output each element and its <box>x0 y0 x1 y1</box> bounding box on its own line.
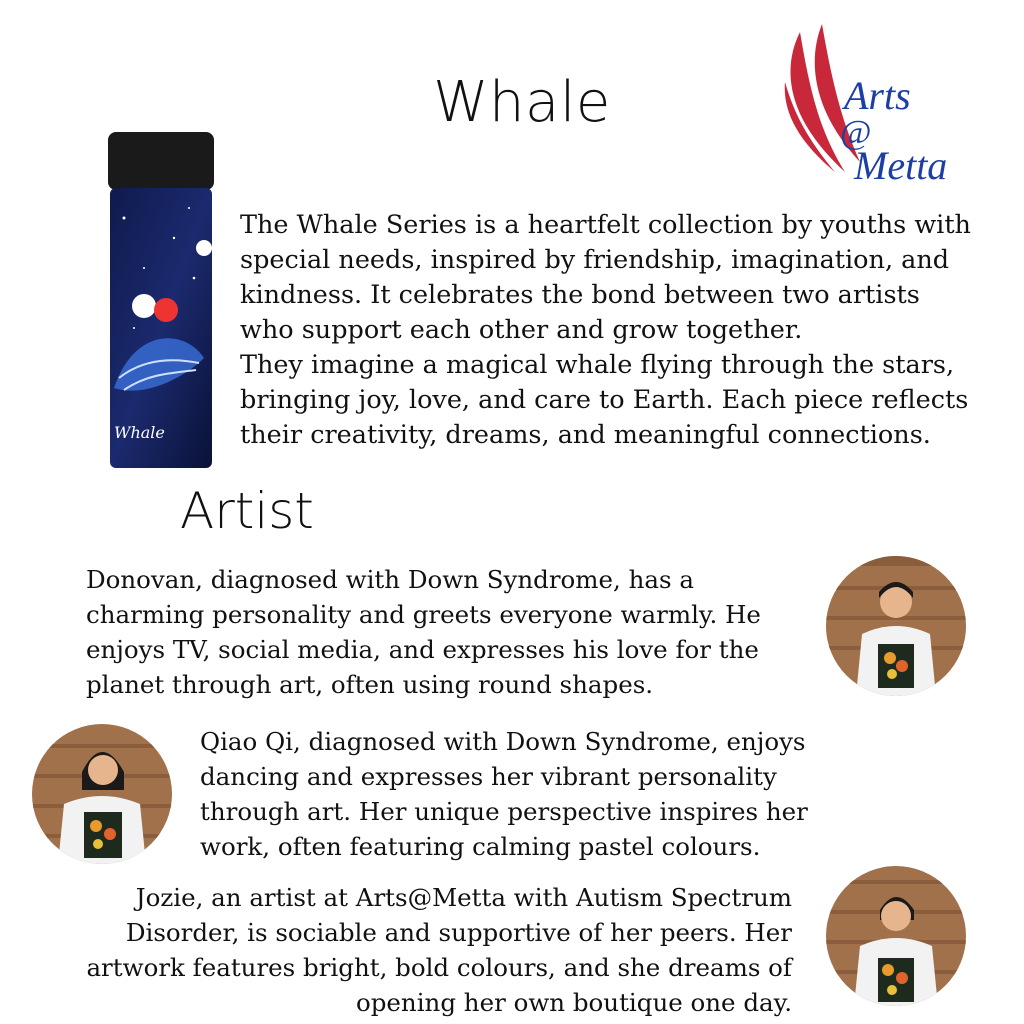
intro-text <box>240 208 980 453</box>
logo-text-arts: Arts <box>844 73 911 118</box>
artist-heading: Artist <box>180 482 314 540</box>
artist-bio-qiao-qi: Qiao Qi, diagnosed with Down Syndrome, enjoys dancing and expresses her vibrant personality through art. Her unique perspective inspires her work, often featuring calming pastel colours. <box>200 727 808 861</box>
whale-bottle-image <box>104 128 218 474</box>
artist-photo-donovan <box>826 556 966 696</box>
artist-photo-qiao-qi <box>32 724 172 864</box>
bottle-caption: Whale <box>114 423 165 442</box>
logo-text-metta: Metta <box>854 143 948 188</box>
logo-text-at: @ <box>840 114 872 151</box>
intro-paragraph-1: The Whale Series is a heartfelt collection by youths with special needs, inspired by friendship, imagination, and kindness. It celebrates the bond between two artists who support each other and grow together. <box>240 210 971 345</box>
artist-bio-donovan: Donovan, diagnosed with Down Syndrome, has a charming personality and greets everyone warmly. He enjoys TV, social media, and expresses his love for the planet through art, often using round shapes. <box>86 565 761 699</box>
artist-bio-jozie: Jozie, an artist at Arts@Metta with Autism Spectrum Disorder, is sociable and supportive of her peers. Her artwork features bright, bold colours, and she dreams of opening her own boutique one day. <box>86 883 792 1017</box>
page-title: Whale <box>433 70 611 135</box>
intro-paragraph-2: They imagine a magical whale flying through the stars, bringing joy, love, and care to Earth. Each piece reflects their creativity, dreams, and meaningful connections. <box>240 350 969 450</box>
arts-metta-logo <box>780 22 980 187</box>
artist-photo-jozie <box>826 866 966 1006</box>
